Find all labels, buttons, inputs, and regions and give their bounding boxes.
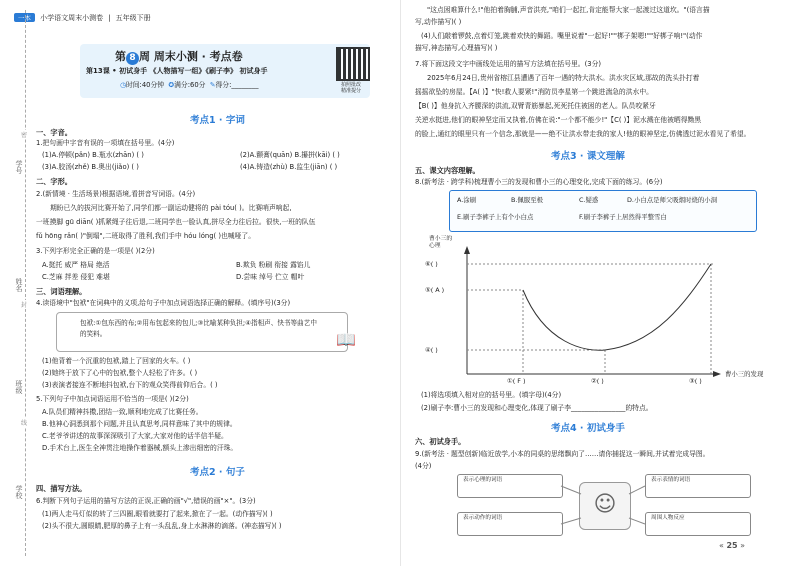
q7-passage-3: 【B( )】他身抗入齐腰深的洪流,双臂青筋暴起,死死托住被困的老人。队员咬紧牙 — [415, 102, 656, 110]
q4-definition-text: 包袱:①包东西的布;②用布包起来的包儿;③比喻某种负担;④指相声、快书等曲艺中的笑料。 — [80, 319, 317, 338]
q4-heading: 三、词语理解。 — [36, 287, 87, 296]
student-id-label: 学号 — [15, 160, 23, 174]
mindmap-connector-3 — [561, 518, 581, 524]
mindmap-connectors — [551, 480, 661, 540]
series-header: 一本 小学语文周末小测卷 | 五年级下册 — [14, 5, 151, 24]
q2-passage-2: 一班摸脚 gū diān( )抓紧绳子往后退,二班同学也一脸认真,拼尽全力往后拉。很快,一班的队伍 — [36, 218, 316, 226]
q9-heading: 六、初试身手。 — [415, 437, 466, 446]
binding-line — [25, 10, 26, 556]
graph-y-label: 曹小三的心理 — [429, 236, 453, 249]
star-icon: ✪ — [168, 81, 175, 89]
qr-code[interactable] — [336, 47, 370, 81]
series-name: 小学语文周末小测卷 — [40, 14, 104, 22]
q8-subquestion-2: (2)刷子李:曹小三的发现和心理变化,体现了刷子李________________的特点。 — [421, 404, 653, 412]
pen-icon: ✎ — [209, 81, 216, 89]
q7-passage-4: 关逆水挺进,他们的眼神坚定而又执着,仿佛在说:"一个都不能少!"【C( )】泥水溅在他被晒得黝黑 — [415, 116, 702, 124]
q5-option-c: C.老爷爷讲述的故事深深吸引了大家,大家对他的话半信半疑。 — [42, 432, 228, 440]
lesson-subtitle: 第13课 • 初试身手 《人物描写一组》《刷子李》 初试身手 — [86, 67, 268, 75]
q8-option-b: B.佩服至极 — [511, 196, 543, 204]
q1-option-3: (3)A.胶汤(zhě) B.奥出(jiǎo) ( ) — [42, 163, 139, 171]
q8-option-c: C.疑惑 — [579, 196, 599, 204]
q3-option-c: C.芝麻 拌差 侵犯 难堪 — [42, 273, 110, 281]
mindmap-label-action: 表示动作的词语 — [463, 515, 503, 521]
q1-stem: 1.把句画中字音有误的一项填在括号里。(4分) — [36, 139, 175, 147]
q9-stem: 9.(新考法 · 题型创新)临近放学,小本的同桌的思绪飘向了……请你捕捉这一瞬间,并试着完成导图。 — [415, 450, 710, 458]
q8-subquestion-1: (1)将选项填入相对应的括号里。(填字母)(4分) — [421, 391, 562, 399]
page-title: 周末小测 · 考点卷 — [153, 50, 243, 63]
series-badge: 一本 — [14, 13, 35, 22]
section-title-1: 考点1 · 字词 — [190, 115, 245, 126]
graph-x-mark-3: ③( ) — [689, 377, 702, 385]
q3-stem: 3.下列字形完全正确的是一项是( )(2分) — [36, 247, 155, 255]
psychology-graph — [415, 234, 787, 384]
book-icon: 📖 — [336, 330, 356, 349]
grade-label: 五年级下册 — [115, 14, 151, 22]
q6-sentence-2: (2)头不很大,圆眼睛,肥厚的鼻子上有一头乱乱,身上水淋淋的滴落。(神态描写)( ) — [42, 522, 282, 530]
page-number: « 25 » — [719, 541, 746, 550]
q3-option-d: D.尝味 绰号 伫立 帽叶 — [236, 273, 305, 281]
section-title-3: 考点3 · 课文理解 — [551, 151, 625, 162]
q2-passage-1: 期盼已久的拔河比赛开始了,同学们都一副运动健将的 pài tóu( )。比赛哨声响起, — [50, 204, 292, 212]
q1-option-4: (4)A.铸造(zhù) B.监生(jiān) ( ) — [240, 163, 338, 171]
mindmap-connector-1 — [561, 486, 581, 494]
school-label: 学校 — [15, 485, 23, 499]
q6-sentence-4-tail: 描写,神态描写,心理描写)( ) — [415, 44, 498, 52]
q1-option-1: (1)A.停顿(pǎn) B.瓶水(zhān) ( ) — [42, 151, 144, 159]
q2-stem: 2.(新情境 · 生活场景)根据语境,看拼音写词语。(4分) — [36, 190, 196, 198]
week-number-badge: 8 — [126, 52, 139, 65]
graph-y-arrow — [464, 246, 470, 254]
student-illustration: ☺ — [579, 482, 631, 530]
mindmap-label-reaction: 周围人物反应 — [651, 515, 685, 521]
q8-option-e: E.刷子李裤子上有个小白点 — [457, 213, 534, 221]
q6-heading: 四、描写方法。 — [36, 484, 87, 493]
q5-option-d: D.手术台上,医生全神贯注地操作着器械,额头上渗出细密的汗珠。 — [42, 444, 238, 452]
right-page — [400, 0, 800, 566]
exam-meta: ◷时间:40分钟 ✪满分:60分 ✎得分:________ — [120, 81, 259, 89]
q2-heading: 二、字形。 — [36, 177, 72, 186]
q3-option-b: B.欺负 粉刷 衔接 露馅儿 — [236, 261, 311, 269]
q8-heading: 五、课文内容理解。 — [415, 166, 480, 175]
q4-sentence-3: (3)表演者接连不断地抖包袱,台下的观众笑得前仰后合。( ) — [42, 381, 218, 389]
graph-y-mark-4: ④( ) — [425, 346, 438, 354]
name-label: 姓名 — [15, 278, 23, 292]
graph-x-arrow — [713, 371, 721, 377]
graph-y-mark-6: ⑥( ) — [425, 260, 438, 268]
clock-icon: ◷ — [120, 81, 126, 89]
line-mark: 线 — [21, 420, 28, 427]
q6-sentence-4: (4)人们敲着锣鼓,点着灯笼,跳着欢快的舞蹈。嘴里说着"一起好!""梆子架嗯!""好梆子响!"(动作 — [421, 32, 703, 40]
q9-score: (4分) — [415, 462, 432, 470]
prev-page-icon[interactable]: « — [719, 541, 724, 550]
section-title-4: 考点4 · 初试身手 — [551, 423, 625, 434]
q1-heading: 一、字音。 — [36, 128, 72, 137]
q7-passage-2: 摇摇欲坠的房屋。【A( )】"快!救人要紧!"消防员李星第一个跳进湍急的洪水中。 — [415, 88, 653, 96]
mindmap-label-mind: 表示心理的词语 — [463, 477, 503, 483]
q7-passage-1: 2025年6月24日,贵州省榕江县遭遇了百年一遇的特大洪水。洪水灾区域,那故的洗头扑打着 — [427, 74, 700, 82]
q5-option-b: B.他神心洞悉到那个问题,并且认真思考,同样意味了其中的规律。 — [42, 420, 237, 428]
next-page-icon[interactable]: » — [740, 541, 746, 550]
q8-option-d: D.小白点是师父吸烟时烧的小洞 — [627, 196, 718, 204]
week-title: 第 8 周 周末小测 · 考点卷 — [115, 50, 243, 63]
graph-x-label: 曹小三的发现 — [725, 370, 764, 378]
q7-stem: 7.将下面这段文字中画线处运用的描写方法填在括号里。(3分) — [415, 60, 602, 68]
q3-option-a: A.挺托 威严 格局 绝活 — [42, 261, 110, 269]
cut-mark-top: 密 — [21, 132, 28, 139]
mindmap-label-expression: 表示表情的词语 — [651, 477, 691, 483]
graph-x-mark-1: ①( F ) — [507, 377, 526, 385]
q8-option-f: F.刷子李裤子上居然得平整雪白 — [579, 213, 667, 221]
q6-continue-2: 写,动作描写)( ) — [415, 18, 462, 26]
q2-passage-3: fǔ hōng rǎn( )"倒塌",二班取得了胜利,我们手中 hóu lóng( )也喊哑了。 — [36, 232, 255, 240]
q8-option-a: A.涂刷 — [457, 196, 477, 204]
q5-option-a: A.队员们精神抖擞,团结一致,顺利地完成了比赛任务。 — [42, 408, 203, 416]
q6-continue-1: "这点困难算什么!"他拍着胸脯,声音洪亮,"咱们一起扛,肯定能帮大家一起渡过这道坎。"(语言描 — [427, 6, 710, 14]
q4-stem: 4.读语境中"包袱"在词典中的义项,给句子中加点词语选择正确的解释。(填序号)(3分) — [36, 299, 291, 307]
graph-x-mark-2: ②( ) — [591, 377, 604, 385]
mindmap-connector-2 — [629, 486, 645, 494]
q5-stem: 5.下列句子中加点词语运用不恰当的一项是( )(2分) — [36, 395, 189, 403]
seal-mark: 封 — [21, 302, 28, 309]
q6-sentence-1: (1)两人走马灯似的转了三四圈,眼看就要打了起来,掀在了一起。(动作描写)( ) — [42, 510, 273, 518]
q8-stem: 8.(新考法 · 跨学科)梳理曹小三的发现和曹小三的心理变化,完成下面的练习。(6分) — [415, 178, 663, 186]
q6-stem: 6.判断下列句子运用的描写方法的正误,正确的画"√",错误的画"×"。(3分) — [36, 497, 256, 505]
qr-caption: 拍照批改 精准提分 — [340, 82, 361, 94]
section-title-2: 考点2 · 句子 — [190, 467, 245, 478]
q7-passage-5: 的脸上,通红的眼里只有一个信念,那就是——绝不让洪水带走我的家人!他的眼神坚定,仿佛透过泥水看见了希望。 — [415, 130, 751, 138]
q1-option-2: (2)A.颤膏(quān) B.攥拼(kāi) ( ) — [240, 151, 340, 159]
mindmap-connector-4 — [629, 518, 645, 524]
q4-sentence-1: (1)他背着一个沉重的包袱,踏上了回家的火车。( ) — [42, 357, 191, 365]
class-label: 班级 — [15, 380, 23, 394]
q4-sentence-2: (2)她终于放下了心中的包袱,整个人轻松了许多。( ) — [42, 369, 198, 377]
graph-y-mark-5: ⑤( A ) — [425, 286, 445, 294]
psychology-curve — [523, 264, 711, 350]
